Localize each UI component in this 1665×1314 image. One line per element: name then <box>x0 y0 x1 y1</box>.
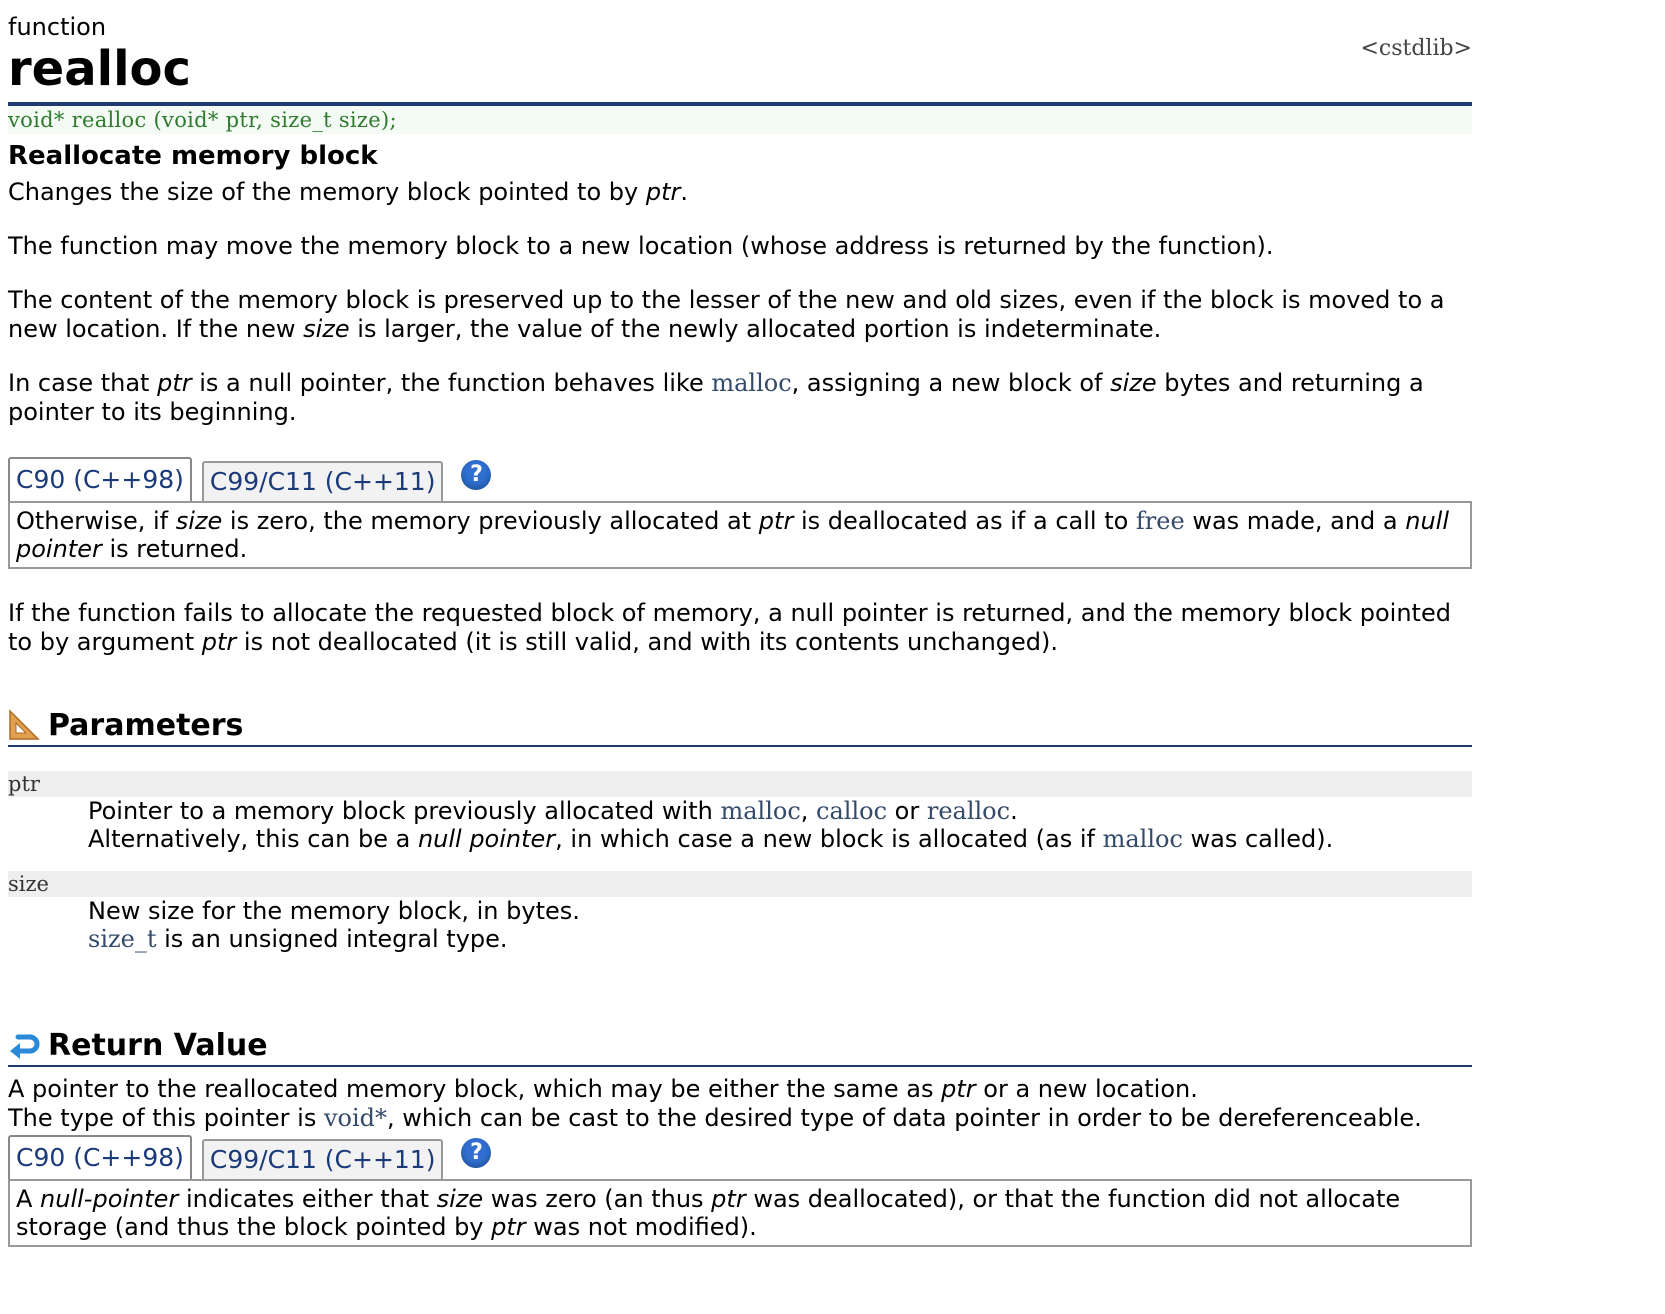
type-void-pointer: void* <box>323 1104 388 1132</box>
text: , in which case a new block is allocated (as if <box>555 825 1103 853</box>
help-icon[interactable]: ? <box>461 1138 491 1168</box>
text: In case that <box>8 369 158 397</box>
link-malloc[interactable]: malloc <box>720 797 801 825</box>
tab-c99[interactable]: C99/C11 (C++11) <box>202 461 444 501</box>
parameters-title: Parameters <box>48 707 244 743</box>
text: is returned. <box>101 535 248 563</box>
title-row <box>8 36 1472 97</box>
link-malloc[interactable]: malloc <box>1102 825 1183 853</box>
text: Pointer to a memory block previously allocated with <box>88 797 721 825</box>
text: was zero (an thus <box>483 1185 712 1213</box>
description-paragraph-3 <box>8 286 1472 344</box>
link-malloc[interactable]: malloc <box>711 369 792 397</box>
text: , which can be cast to the desired type of data pointer in order to be dereferenceable. <box>387 1104 1422 1132</box>
text: is larger, the value of the newly allocated portion is indeterminate. <box>349 315 1162 343</box>
param-ref-size: size <box>303 315 350 343</box>
text: . <box>680 178 688 206</box>
return-value-title: Return Value <box>48 1027 268 1063</box>
text: or <box>887 797 927 825</box>
param-ref-size: size <box>175 507 223 535</box>
text: bytes and returning a pointer to its beginning. <box>8 369 1424 426</box>
link-realloc[interactable]: realloc <box>926 797 1011 825</box>
link-size-t[interactable]: size_t <box>88 925 157 953</box>
text: A <box>16 1185 41 1213</box>
return-value-heading <box>8 1025 1472 1067</box>
function-subtitle: Reallocate memory block <box>8 141 378 171</box>
text: is not deallocated (it is still valid, and with its contents unchanged). <box>236 628 1059 656</box>
text: Changes the size of the memory block pointed to by <box>8 178 646 206</box>
version-tab-content <box>8 1179 1472 1247</box>
return-arrow-icon <box>8 1029 40 1061</box>
description-paragraph-1 <box>8 178 1472 207</box>
text: , <box>800 797 817 825</box>
param-ref-ptr: ptr <box>941 1075 976 1103</box>
term-null-pointer: null pointer <box>16 507 1450 563</box>
param-ref-ptr: ptr <box>157 369 192 397</box>
header-file-label: <cstdlib> <box>1360 36 1472 61</box>
text: is zero, the memory previously allocated at <box>222 507 759 535</box>
version-tabs <box>8 455 1472 501</box>
param-name-size: size <box>8 871 1472 897</box>
help-icon[interactable]: ? <box>461 460 491 490</box>
param-desc-line <box>88 825 1472 853</box>
text: or a new location. <box>975 1075 1198 1103</box>
tab-c99[interactable]: C99/C11 (C++11) <box>202 1139 444 1179</box>
return-value-line-2 <box>8 1104 1472 1133</box>
param-ref-ptr: ptr <box>201 628 237 656</box>
failure-paragraph <box>8 599 1472 657</box>
param-desc-line: New size for the memory block, in bytes. <box>88 897 580 925</box>
text: indicates either that <box>178 1185 437 1213</box>
text: is deallocated as if a call to <box>793 507 1136 535</box>
param-name-ptr: ptr <box>8 771 1472 797</box>
version-tabs <box>8 1133 1472 1179</box>
param-desc-ptr <box>8 797 1472 853</box>
version-tab-content <box>8 501 1472 569</box>
return-value-line-1 <box>8 1075 1472 1104</box>
param-ref-ptr: ptr <box>711 1185 746 1213</box>
term-null-pointer: null-pointer <box>40 1185 179 1213</box>
description-paragraph-2: The function may move the memory block to a new location (whose address is returned by the function). <box>8 232 1274 260</box>
text: , assigning a new block of <box>791 369 1111 397</box>
set-square-icon <box>8 709 40 741</box>
link-calloc[interactable]: calloc <box>816 797 888 825</box>
description-paragraph-4 <box>8 369 1472 427</box>
text: A pointer to the reallocated memory block, which may be either the same as <box>8 1075 942 1103</box>
entity-kind-label: function <box>8 13 107 41</box>
text: The content of the memory block is preserved up to the lesser of the new and old sizes, even if the block is moved to a new location. If the new <box>8 286 1445 343</box>
tab-c90[interactable]: C90 (C++98) <box>8 457 192 501</box>
text: was called). <box>1182 825 1334 853</box>
link-free[interactable]: free <box>1135 507 1185 535</box>
param-desc-size <box>8 897 1472 953</box>
text: is an unsigned integral type. <box>156 925 508 953</box>
text: was deallocated), or that the function did not allocate storage (and thus the block pointed by <box>16 1185 1401 1241</box>
param-ref-ptr: ptr <box>645 178 681 206</box>
text: was made, and a <box>1184 507 1406 535</box>
text: . <box>1010 797 1018 825</box>
param-desc-line <box>88 925 1472 953</box>
term-null-pointer: null pointer <box>417 825 556 853</box>
parameters-heading <box>8 705 1472 747</box>
param-ref-size: size <box>1110 369 1157 397</box>
reference-page <box>8 8 1472 1277</box>
param-ref-ptr: ptr <box>758 507 794 535</box>
text: The type of this pointer is <box>8 1104 324 1132</box>
text: Otherwise, if <box>16 507 176 535</box>
page-title: realloc <box>8 41 191 97</box>
text: If the function fails to allocate the requested block of memory, a null pointer is returned, and the memory block pointed to by argument <box>8 599 1451 656</box>
tab-c90[interactable]: C90 (C++98) <box>8 1135 192 1179</box>
function-prototype: void* realloc (void* ptr, size_t size); <box>8 106 1472 134</box>
text: Alternatively, this can be a <box>88 825 418 853</box>
text: was not modified). <box>525 1213 757 1241</box>
param-ref-ptr: ptr <box>491 1213 526 1241</box>
param-ref-size: size <box>436 1185 484 1213</box>
text: is a null pointer, the function behaves like <box>191 369 712 397</box>
param-desc-line <box>88 797 1472 825</box>
